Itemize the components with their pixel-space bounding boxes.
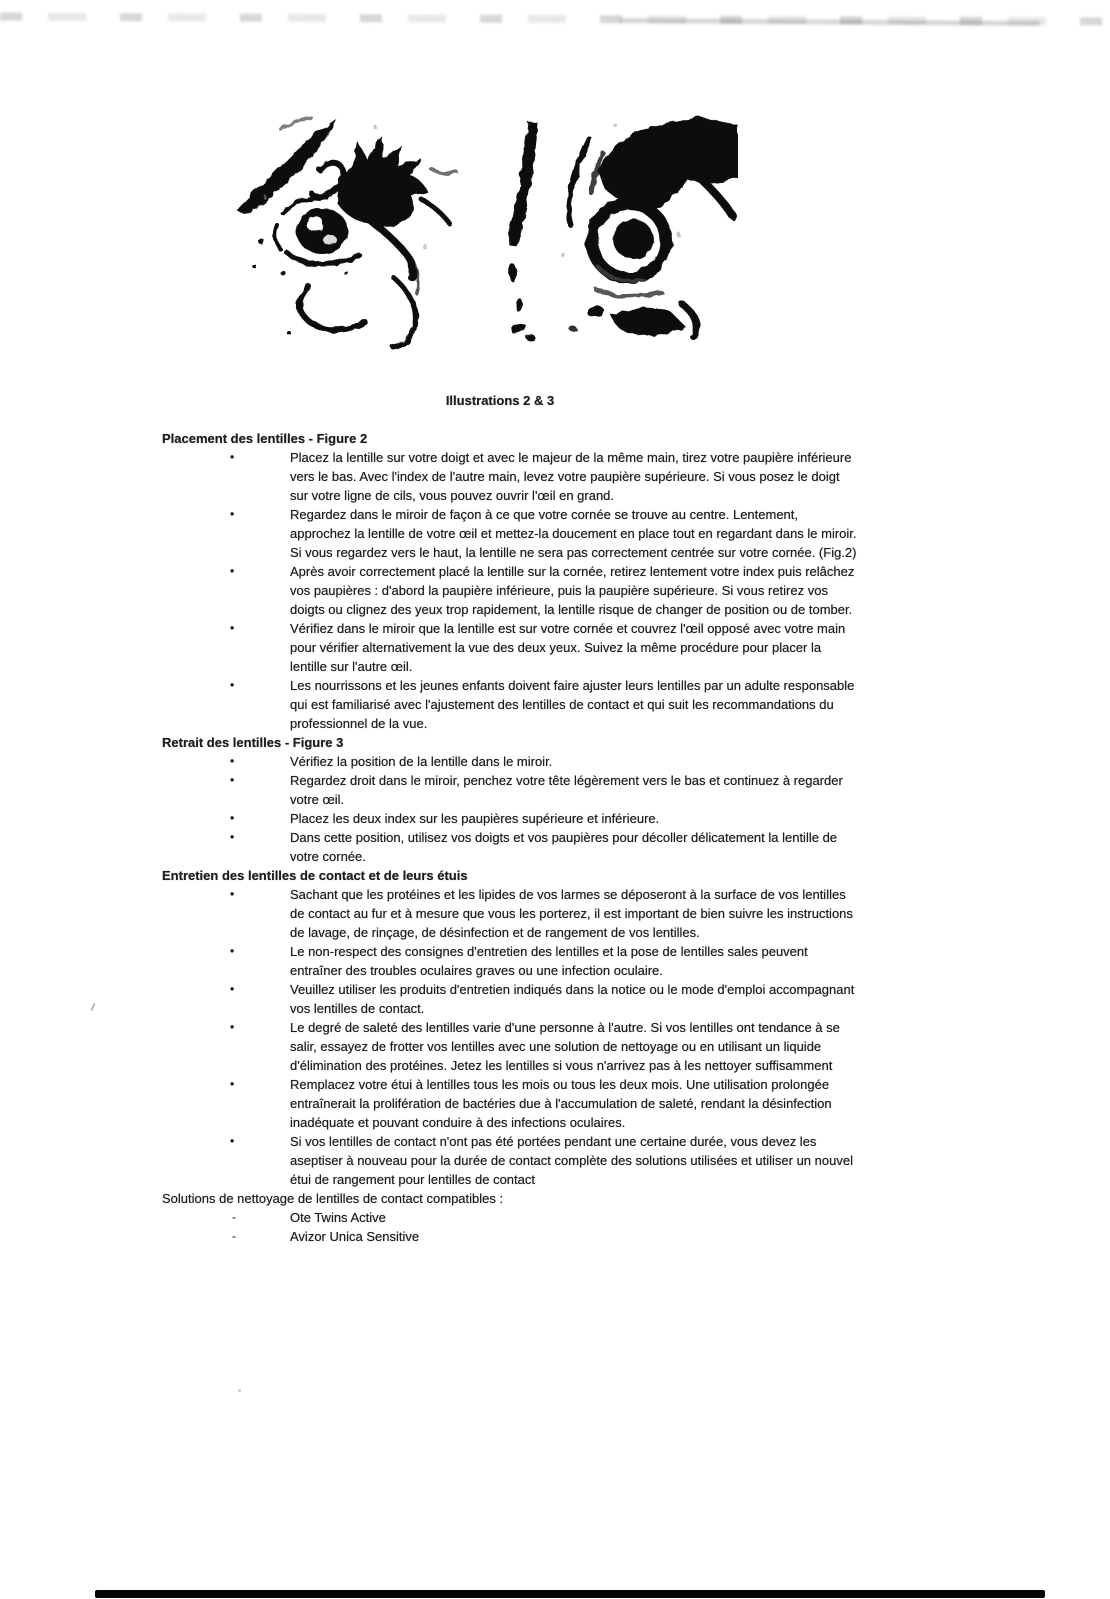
list-item-text: Placez les deux index sur les paupières supérieure et inférieure. (290, 811, 660, 826)
figures-caption: Illustrations 2 & 3 (445, 393, 555, 408)
scan-speck (90, 1003, 95, 1011)
list-item (162, 1208, 857, 1227)
list-item-text: Si vos lentilles de contact n'ont pas été portées pendant une certaine durée, vous devez les aseptiser à nouveau pour la durée de contact complète des solutions utilisées et utiliser un nouvel étui de rangement pour lentilles de contact (290, 1134, 853, 1187)
list-item (162, 505, 857, 562)
list-item-text: Le degré de saleté des lentilles varie d'une personne à l'autre. Si vos lentilles ont tendance à se salir, essayez de frotter vos lentilles avec une solution de nettoyage ou en utilisant un liquide d'élimination des protéines. Jetez les lentilles si vous n'arrivez pas à les nettoyer suffisamment (290, 1020, 840, 1073)
section-heading: Placement des lentilles - Figure 2 (162, 431, 368, 446)
section-item-list (162, 752, 857, 866)
section-item-list (162, 448, 857, 733)
document-section (162, 429, 857, 733)
section-heading: Solutions de nettoyage de lentilles de contact compatibles : (162, 1191, 504, 1206)
bullet-marker: • (230, 564, 235, 578)
scan-speck (238, 1389, 241, 1392)
list-item-text: Avizor Unica Sensitive (290, 1229, 420, 1244)
list-item-text: Le non-respect des consignes d'entretien des lentilles et la pose de lentilles sales peuvent entraîner des troubles oculaires graves ou une infection oculaire. (290, 944, 808, 978)
figure-eye-insertion-photo (225, 107, 465, 352)
list-item-text: Après avoir correctement placé la lentille sur la cornée, retirez lentement votre index puis relâchez vos paupières : d'abord la paupière inférieure, puis la paupière supérieure. Si vous retirez vos doigts ou clignez des yeux trop rapidement, la lentille risque de changer de position ou de tomber. (290, 564, 855, 617)
document-section (162, 733, 857, 866)
list-item-text: Ote Twins Active (290, 1210, 386, 1225)
section-item-list (162, 885, 857, 1189)
list-item (162, 619, 857, 676)
dash-marker: - (232, 1229, 236, 1243)
list-item (162, 980, 857, 1018)
bullet-marker: • (230, 887, 235, 901)
document-section (162, 1189, 857, 1246)
section-item-list (162, 1208, 857, 1246)
list-item-text: Regardez droit dans le miroir, penchez votre tête légèrement vers le bas et continuez à regarder votre œil. (290, 773, 843, 807)
dash-marker: - (232, 1210, 236, 1224)
list-item-text: Sachant que les protéines et les lipides de vos larmes se déposeront à la surface de vos lentilles de contact au fur et à mesure que vous les porterez, il est important de bien suivre les instructions de lavage, de rinçage, de désinfection et de rangement de vos lentilles. (290, 887, 853, 940)
bullet-marker: • (230, 811, 235, 825)
list-item (162, 771, 857, 809)
bullet-marker: • (230, 944, 235, 958)
bullet-marker: • (230, 450, 235, 464)
list-item (162, 1227, 857, 1246)
scan-edge-bar (95, 1590, 1045, 1598)
document-body (162, 429, 857, 1246)
list-item (162, 942, 857, 980)
section-heading: Entretien des lentilles de contact et de leurs étuis (162, 868, 468, 883)
list-item-text: Vérifiez dans le miroir que la lentille est sur votre cornée et couvrez l'œil opposé avec votre main pour vérifier alternativement la vue des deux yeux. Suivez la même procédure pour placer la lentille sur l'autre œil. (290, 621, 846, 674)
list-item (162, 562, 857, 619)
list-item-text: Regardez dans le miroir de façon à ce que votre cornée se trouve au centre. Lentement, approchez la lentille de votre œil et mettez-la doucement en place tout en regardant dans le miroir. Si vous regardez vers le haut, la lentille ne sera pas correctement centrée sur votre cornée. (Fig.2) (290, 507, 857, 560)
figure-eye-removal-photo (503, 115, 738, 345)
list-item (162, 1018, 857, 1075)
bullet-marker: • (230, 507, 235, 521)
list-item (162, 752, 857, 771)
list-item-text: Vérifiez la position de la lentille dans le miroir. (290, 754, 553, 769)
bullet-marker: • (230, 1020, 235, 1034)
list-item-text: Remplacez votre étui à lentilles tous les mois ou tous les deux mois. Une utilisation prolongée entraînerait la prolifération de bactéries due à l'accumulation de saleté, rendant la désinfection inadéquate et pouvant conduire à des infections oculaires. (290, 1077, 832, 1130)
list-item (162, 809, 857, 828)
list-item (162, 1075, 857, 1132)
list-item-text: Les nourrissons et les jeunes enfants doivent faire ajuster leurs lentilles par un adulte responsable qui est familiarisé avec l'ajustement des lentilles de contact et qui suit les recommandations du professionnel de la vue. (290, 678, 855, 731)
list-item (162, 828, 857, 866)
bullet-marker: • (230, 621, 235, 635)
list-item-text: Placez la lentille sur votre doigt et avec le majeur de la même main, tirez votre paupière inférieure vers le bas. Avec l'index de l'autre main, levez votre paupière supérieure. Si vous posez le doigt sur votre ligne de cils, vous pouvez ouvrir l'œil en grand. (290, 450, 852, 503)
document-section (162, 866, 857, 1189)
list-item (162, 676, 857, 733)
list-item (162, 1132, 857, 1189)
bullet-marker: • (230, 678, 235, 692)
bullet-marker: • (230, 982, 235, 996)
list-item (162, 885, 857, 942)
bullet-marker: • (230, 773, 235, 787)
list-item-text: Veuillez utiliser les produits d'entretien indiqués dans la notice ou le mode d'emploi accompagnant vos lentilles de contact. (290, 982, 855, 1016)
bullet-marker: • (230, 830, 235, 844)
bullet-marker: • (230, 1134, 235, 1148)
bullet-marker: • (230, 1077, 235, 1091)
section-heading: Retrait des lentilles - Figure 3 (162, 735, 344, 750)
bullet-marker: • (230, 754, 235, 768)
list-item-text: Dans cette position, utilisez vos doigts et vos paupières pour décoller délicatement la lentille de votre cornée. (290, 830, 838, 864)
list-item (162, 448, 857, 505)
